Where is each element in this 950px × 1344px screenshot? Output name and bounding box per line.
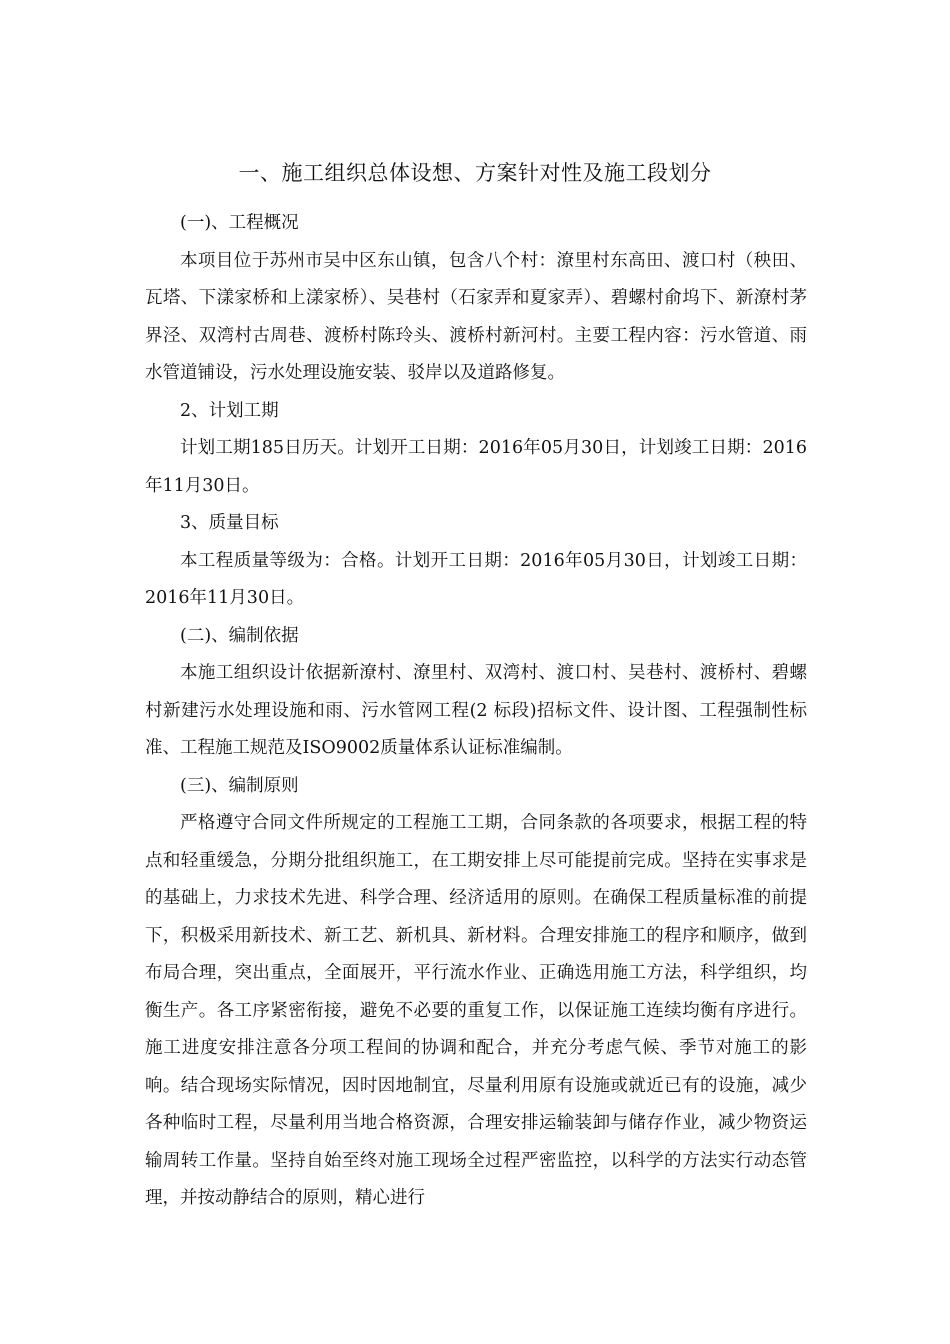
paragraph-overview: 本项目位于苏州市吴中区东山镇，包含八个村：潦里村东高田、渡口村（秧田、瓦塔、下漾家桥和上漾家桥）、吴巷村（石家弄和夏家弄）、碧螺村俞坞下、新潦村茅界泾、双湾村古周巷、渡桥村陈玲头、渡桥村新河村。主要工程内容：污水管道、雨水管道铺设，污水处理设施安装、驳岸以及道路修复。 [145, 250, 807, 383]
section-heading-basis: (二)、编制依据 [180, 625, 299, 646]
section-heading-quality: 3、质量目标 [180, 513, 279, 533]
section-heading-schedule: 2、计划工期 [180, 400, 279, 421]
page-title: 一、施工组织总体设想、方案针对性及施工段划分 [238, 161, 712, 185]
paragraph-schedule: 计划工期185日历天。计划开工日期：2016年05月30日，计划竣工日期：2016年11月30日。 [145, 438, 807, 496]
paragraph-quality: 本工程质量等级为：合格。计划开工日期：2016年05月30日，计划竣工日期：2016年11月30日。 [145, 550, 807, 608]
section-heading-principles: (三)、编制原则 [180, 775, 299, 796]
paragraph-basis: 本施工组织设计依据新潦村、潦里村、双湾村、渡口村、吴巷村、渡桥村、碧螺村新建污水处理设施和雨、污水管网工程(2 标段)招标文件、设计图、工程强制性标准、工程施工规范及ISO9002质量体系认证标准编制。 [145, 663, 807, 758]
section-heading-overview: (一)、工程概况 [180, 213, 299, 233]
document-body [145, 205, 807, 1218]
paragraph-principles: 严格遵守合同文件所规定的工程施工工期，合同条款的各项要求，根据工程的特点和轻重缓急，分期分批组织施工，在工期安排上尽可能提前完成。坚持在实事求是的基础上，力求技术先进、科学合理、经济适用的原则。在确保工程质量标准的前提下，积极采用新技术、新工艺、新机具、新材料。合理安排施工的程序和顺序，做到布局合理，突出重点，全面展开，平行流水作业、正确选用施工方法，科学组织，均衡生产。各工序紧密衔接，避免不必要的重复工作，以保证施工连续均衡有序进行。施工进度安排注意各分项工程间的协调和配合，并充分考虑气候、季节对施工的影响。结合现场实际情况，因时因地制宜，尽量利用原有设施或就近已有的设施，减少各种临时工程，尽量利用当地合格资源，合理安排运输装卸与储存作业，减少物资运输周转工作量。坚持自始至终对施工现场全过程严密监控，以科学的方法实行动态管理，并按动静结合的原则，精心进行 [145, 813, 807, 1208]
